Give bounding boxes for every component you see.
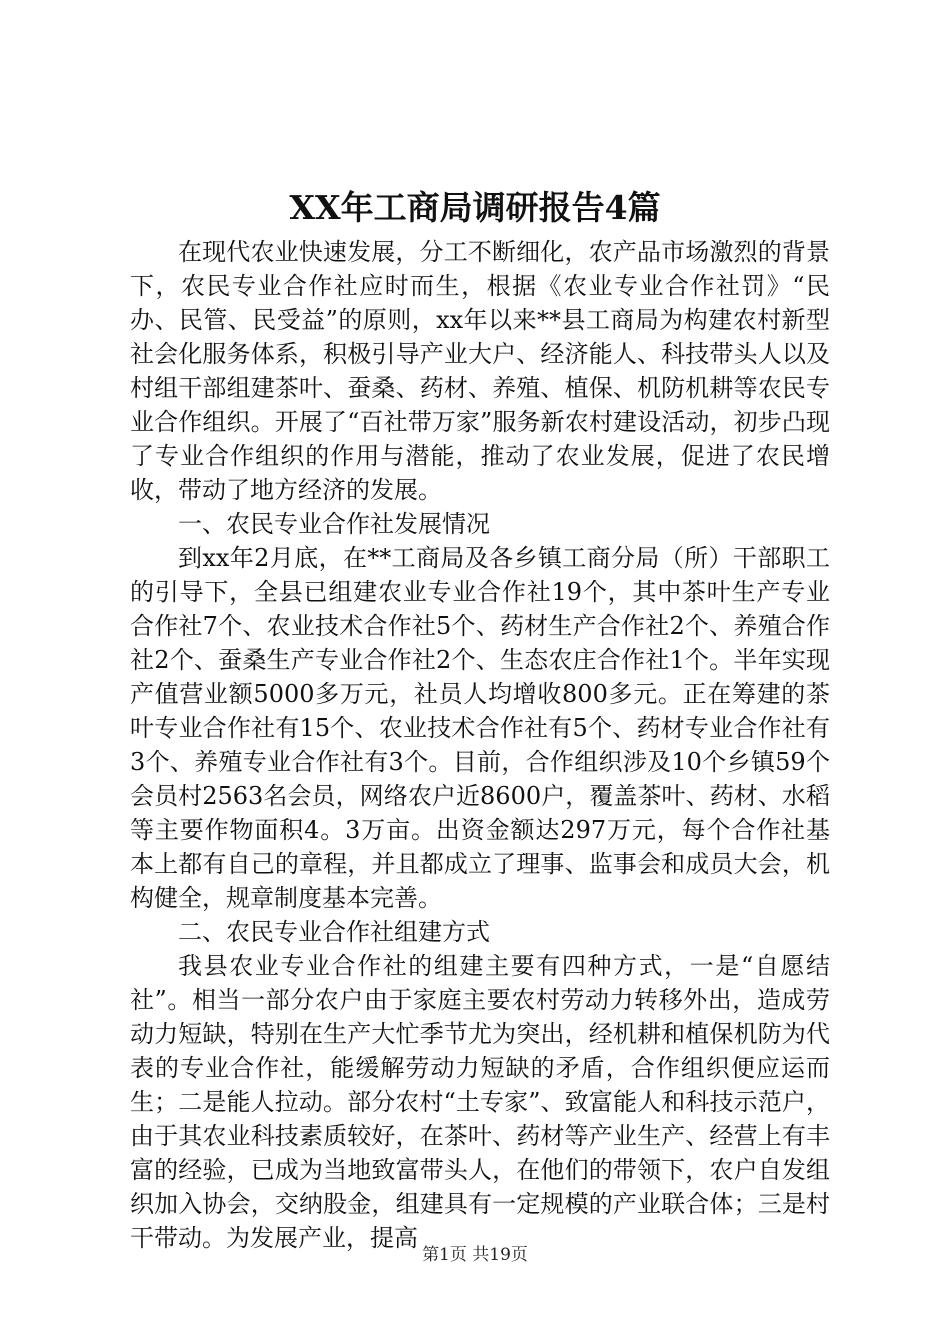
section-1-paragraph: 到xx年2月底，在**工商局及各乡镇工商分局（所）干部职工的引导下，全县已组建农业专业合作社19个，其中茶叶生产专业合作社7个、农业技术合作社5个、药材生产合作社2个、养殖合作社2个、蚕桑生产专业合作社2个、生态农庄合作社1个。半年实现产值营业额5000多万元，社员人均增收800多元。正在筹建的茶叶专业合作社有15个、农业技术合作社有5个、药材专业合作社有3个、养殖专业合作社有3个。目前，合作组织涉及10个乡镇59个会员村2563名会员，网络农户近8600户，覆盖茶叶、药材、水稻等主要作物面积4。3万亩。出资金额达297万元，每个合作社基本上都有自己的章程，并且都成立了理事、监事会和成员大会，机构健全，规章制度基本完善。 [130,544,830,912]
document-body [130,235,830,1255]
section-heading-2: 二、农民专业合作社组建方式 [178,918,490,946]
page-number-footer: 第1页 共19页 [422,1245,528,1265]
intro-paragraph: 在现代农业快速发展，分工不断细化，农产品市场激烈的背景下，农民专业合作社应时而生，根据《农业专业合作社罚》“民办、民管、民受益”的原则，xx年以来**县工商局为构建农村新型社会化服务体系，积极引导产业大户、经济能人、科技带头人以及村组干部组建茶叶、蚕桑、药材、养殖、植保、机防机耕等农民专业合作组织。开展了“百社带万家”服务新农村建设活动，初步凸现了专业合作组织的作用与潜能，推动了农业发展，促进了农民增收，带动了地方经济的发展。 [130,238,830,504]
section-2-paragraph: 我县农业专业合作社的组建主要有四种方式，一是“自愿结社”。相当一部分农户由于家庭主要农村劳动力转移外出，造成劳动力短缺，特别在生产大忙季节尤为突出，经机耕和植保机防为代表的专业合作社，能缓解劳动力短缺的矛盾，合作组织便应运而生；二是能人拉动。部分农村“土专家”、致富能人和科技示范户，由于其农业科技素质较好，在茶叶、药材等产业生产、经营上有丰富的经验，已成为当地致富带头人，在他们的带领下，农户自发组织加入协会，交纳股金，组建具有一定规模的产业联合体；三是村干带动。为发展产业，提高 [130,952,830,1252]
document-title: XX年工商局调研报告4篇 [289,188,661,227]
section-heading-1: 一、农民专业合作社发展情况 [178,510,490,538]
